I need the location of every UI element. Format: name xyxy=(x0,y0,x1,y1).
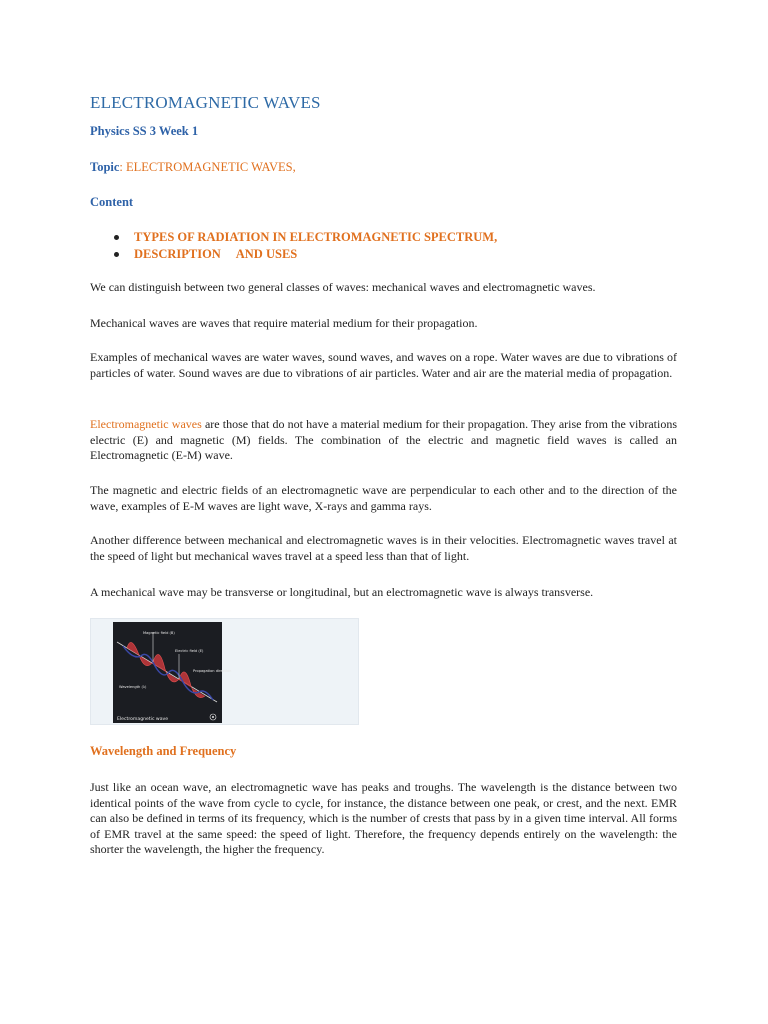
topic-value: : ELECTROMAGNETIC WAVES, xyxy=(119,160,296,174)
paragraph: Just like an ocean wave, an electromagnetic wave has peaks and troughs. The wavelength is the distance between two identical points of the wave from cycle to cycle, for instance, the distance between one peak, or crest, and the next. EMR can also be defined in terms of its frequency, which is the number of crests that pass by in a given time interval. All forms of EMR travel at the same speed: the speed of light. Therefore, the frequency depends entirely on the wavelength: the shorter the wavelength, the higher the frequency. xyxy=(90,780,677,856)
list-item xyxy=(90,229,497,246)
paragraph: Another difference between mechanical and electromagnetic waves is in their velocities. Electromagnetic waves travel at the speed of light but mechanical waves travel at a speed less than that of light. xyxy=(90,533,677,563)
section-heading xyxy=(90,744,236,759)
propagation-label: Propagation direction xyxy=(193,669,232,673)
figure-caption: Electromagnetic wave xyxy=(117,717,169,722)
content-heading: Content xyxy=(90,195,134,209)
paragraph-text: are those that do not have a material medium for their propagation. They arise from the vibrations electric (E) and magnetic (M) fields. The combination of the electric and magnetic field waves is called an Electromagnetic (E-M) wave. xyxy=(90,417,677,462)
course-heading: Physics SS 3 Week 1 xyxy=(90,124,199,138)
topic-line xyxy=(90,160,296,175)
section-heading-text: Wavelength and Frequency xyxy=(90,744,237,758)
paragraph: Mechanical waves are waves that require material medium for their propagation. xyxy=(90,316,478,330)
paragraph: A mechanical wave may be transverse or longitudinal, but an electromagnetic wave is always transverse. xyxy=(90,585,594,599)
document-title: ELECTROMAGNETIC WAVES xyxy=(90,93,321,112)
list-item-text: TYPES OF RADIATION IN ELECTROMAGNETIC SPECTRUM, xyxy=(134,230,498,244)
paragraph: We can distinguish between two general classes of waves: mechanical waves and electromagnetic waves. xyxy=(90,280,596,294)
bullet-icon xyxy=(114,252,119,257)
electric-field-label: Electric field (E) xyxy=(175,649,204,653)
bullet-icon xyxy=(114,235,119,240)
em-wave-figure xyxy=(90,618,359,725)
em-wave-diagram xyxy=(113,622,232,723)
paragraph: The magnetic and electric fields of an electromagnetic wave are perpendicular to each other and to the direction of the wave, examples of E-M waves are light wave, X-rays and gamma rays. xyxy=(90,483,677,513)
content-list xyxy=(90,229,497,263)
paragraph xyxy=(90,417,677,464)
wavelength-label: Wavelength (λ) xyxy=(119,685,147,689)
list-item xyxy=(90,246,497,263)
magnetic-field-label: Magnetic field (B) xyxy=(143,631,175,635)
highlighted-term: Electromagnetic waves xyxy=(90,417,202,431)
eye-pupil-icon xyxy=(212,716,214,718)
topic-label: Topic xyxy=(90,160,120,174)
list-item-text: DESCRIPTION AND USES xyxy=(134,247,298,261)
paragraph: Examples of mechanical waves are water waves, sound waves, and waves on a rope. Water waves are due to vibrations of particles of water. Sound waves are due to vibrations of air particles. Water and air are the material media of propagation. xyxy=(90,350,677,380)
